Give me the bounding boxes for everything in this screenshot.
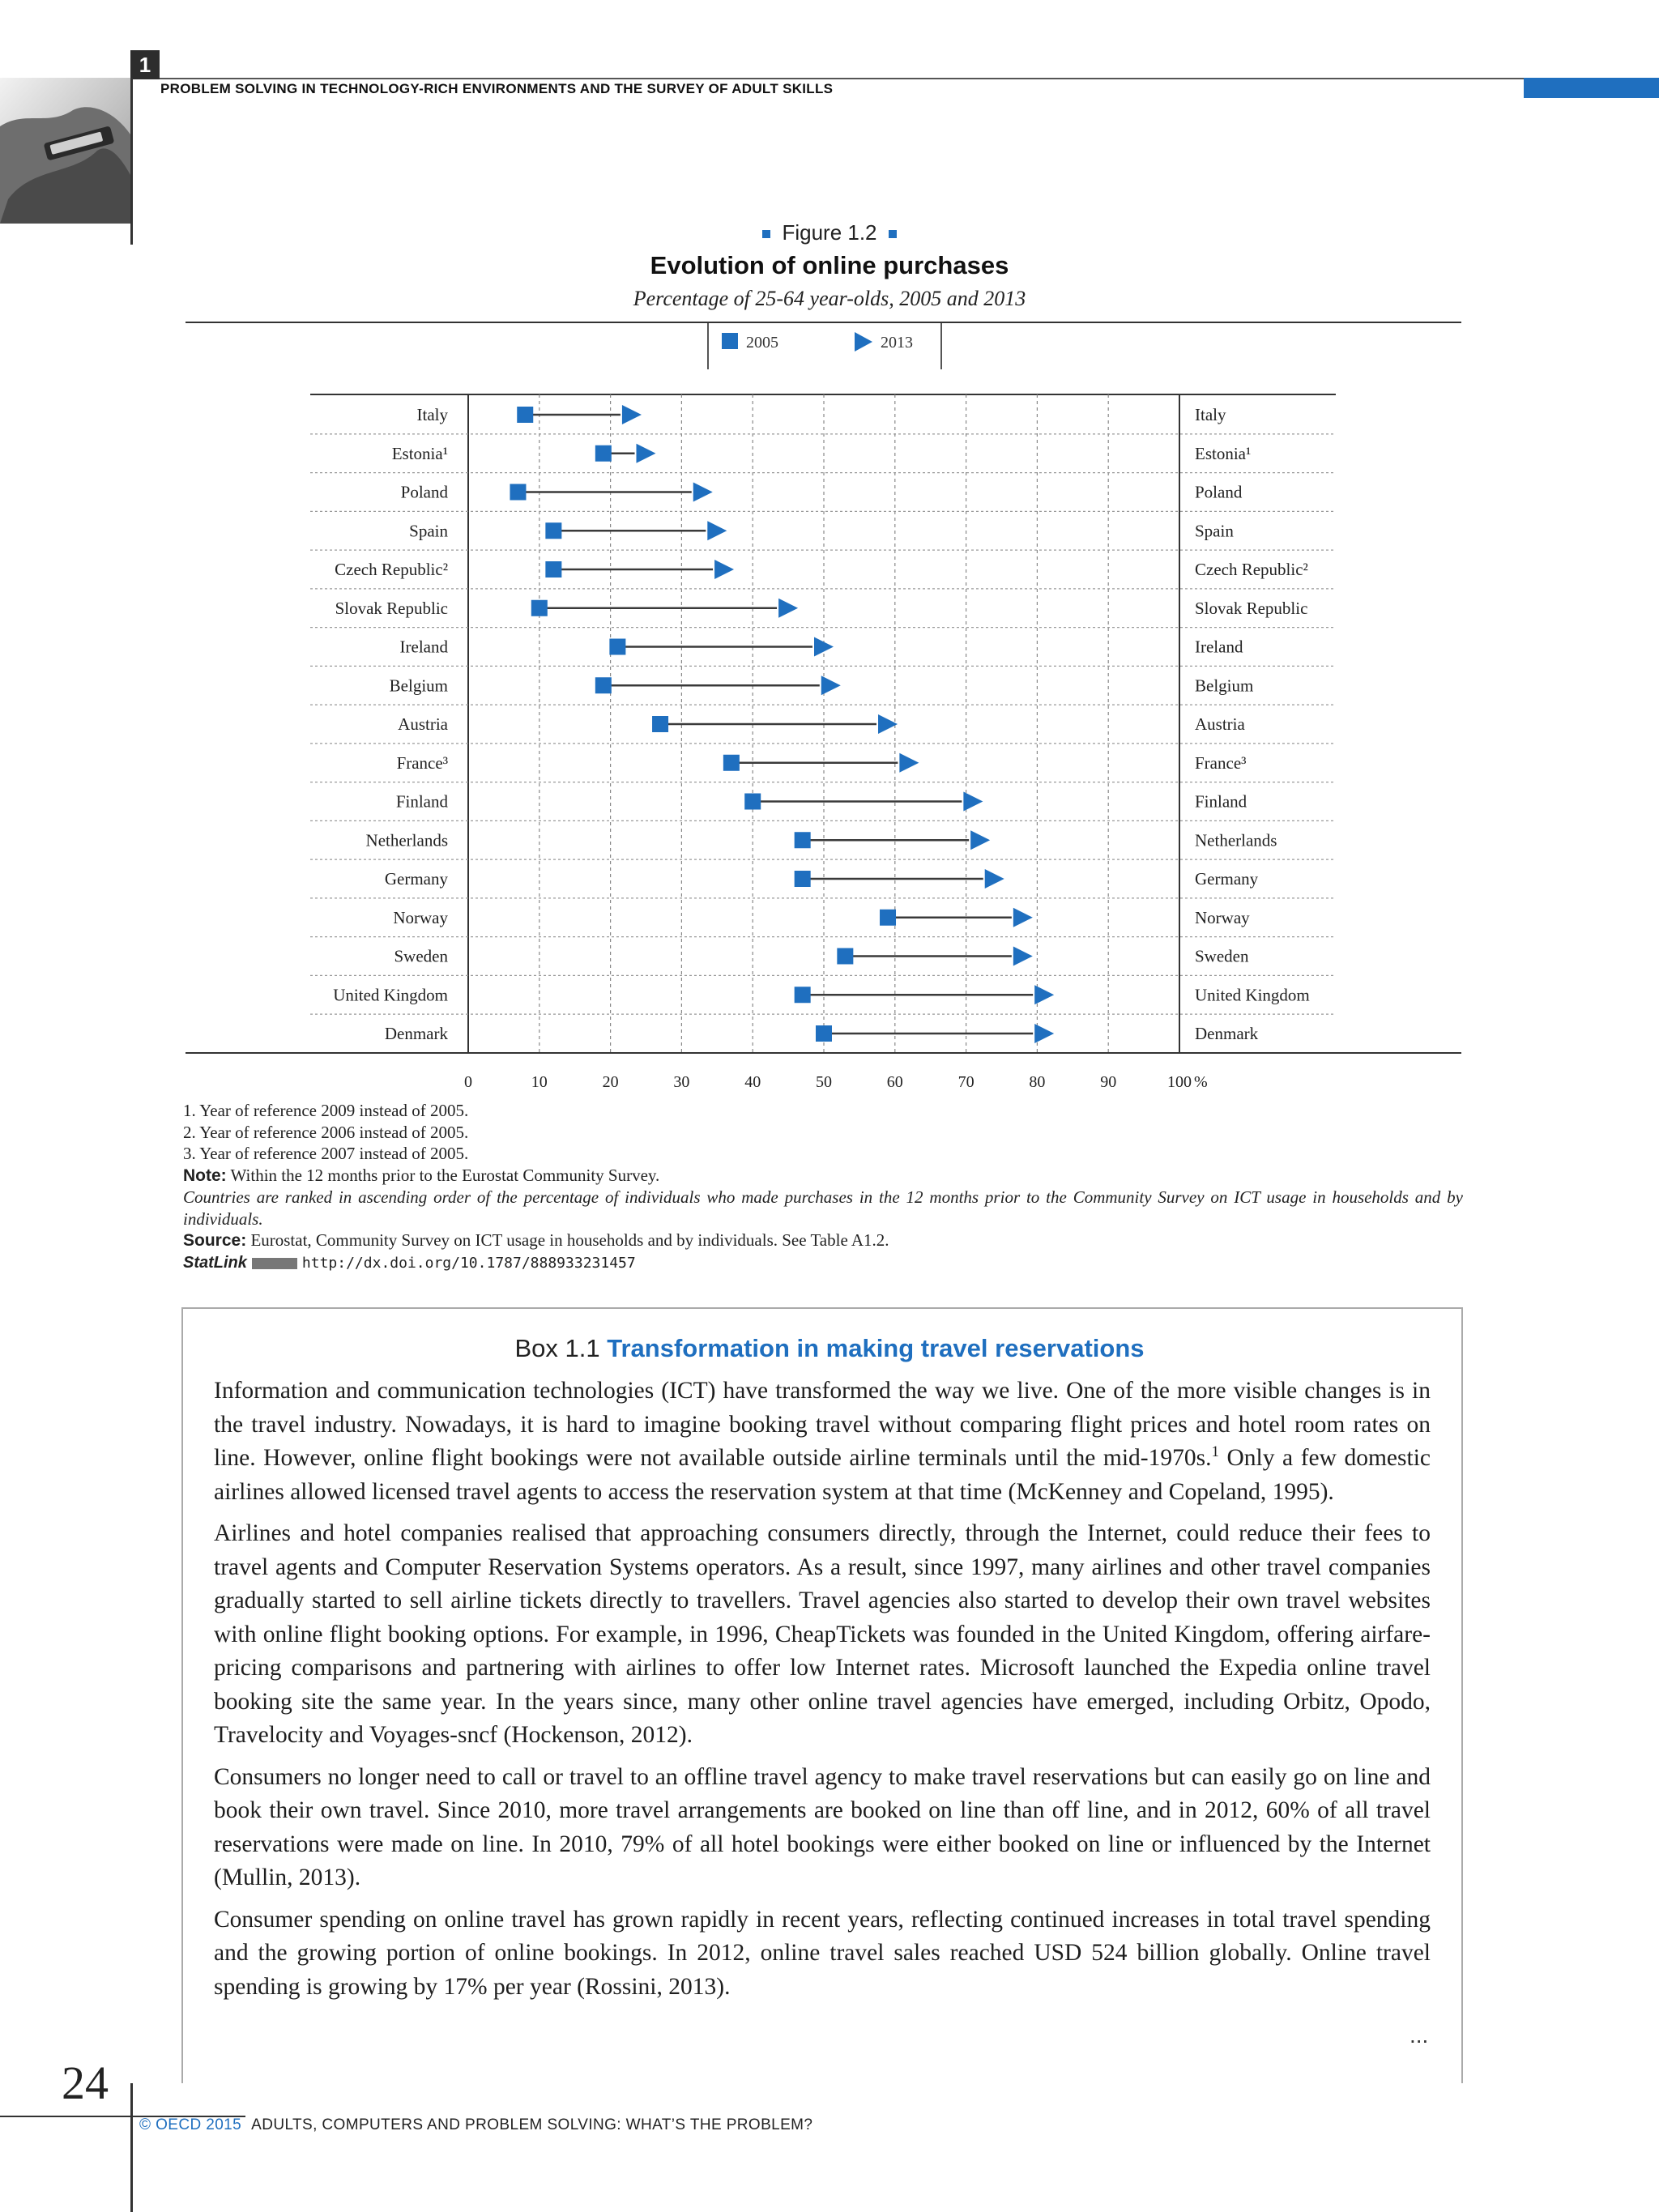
marker-2013 <box>1013 947 1033 966</box>
category-label-left: Netherlands <box>365 830 448 850</box>
marker-2013 <box>622 405 642 424</box>
statlink-url[interactable]: http://dx.doi.org/10.1787/888933231457 <box>301 1254 636 1272</box>
chapter-number: 1 <box>130 50 160 79</box>
marker-2005 <box>545 561 561 578</box>
category-label-left: Austria <box>398 714 448 734</box>
footnote-1: 1. Year of reference 2009 instead of 2005. <box>183 1101 469 1120</box>
marker-2005 <box>595 445 612 462</box>
marker-2013 <box>985 869 1004 889</box>
category-label-right: Italy <box>1195 405 1226 424</box>
box-paragraph-3: Consumers no longer need to call or travel to an offline travel agency to make travel reservations but can easily go on line and book their own travel. Since 2010, more travel arrangements are booked on line than off line, and in 2012, 60% of all travel reservations were made on line. In 2010, 79% of all hotel bookings were either booked on line or influenced by the Internet (Mullin, 2013). <box>214 1763 1431 1890</box>
marker-2013 <box>778 599 798 618</box>
header-photo-hand-phone <box>0 78 130 224</box>
category-label-left: Denmark <box>384 1024 448 1043</box>
marker-2013 <box>693 483 713 502</box>
legend-label-2013: 2013 <box>881 334 913 352</box>
category-label-left: Ireland <box>399 637 448 657</box>
x-tick-label: 60 <box>886 1073 903 1091</box>
x-tick-label: 10 <box>531 1073 548 1091</box>
marker-2013 <box>1034 1024 1054 1043</box>
category-label-right: Estonia¹ <box>1195 443 1252 463</box>
marker-2013 <box>1034 985 1054 1004</box>
marker-2013 <box>637 444 656 463</box>
marker-2013 <box>1013 908 1033 927</box>
category-label-left: Slovak Republic <box>335 598 448 618</box>
x-tick-label: 100 <box>1167 1073 1192 1091</box>
box-paragraph-4: Consumer spending on online travel has grown rapidly in recent years, reflecting continued increases in total travel spending and the growing portion of online bookings. In 2012, online travel sales reached USD 524 billion globally. Online travel spending is growing by 17% per year (Rossini, 2013). <box>214 1906 1431 2000</box>
figure-number: Figure 1.2 <box>0 220 1659 245</box>
marker-2013 <box>970 830 990 850</box>
x-tick-label: 20 <box>602 1073 619 1091</box>
source-note: Source: Eurostat, Community Survey on ICT usage in households and by individuals. See Table A1.2. <box>183 1230 889 1250</box>
category-label-left: Poland <box>400 482 448 502</box>
marker-2013 <box>714 560 734 579</box>
online-purchases-chart <box>0 381 1659 1093</box>
category-label-left: Czech Republic² <box>335 560 448 579</box>
square-bullet-icon <box>762 230 770 238</box>
marker-2005 <box>510 484 526 501</box>
category-label-right: Netherlands <box>1195 830 1277 850</box>
category-label-left: Spain <box>409 521 448 541</box>
statlink-icon <box>252 1258 297 1269</box>
marker-2005 <box>723 755 740 771</box>
running-title: PROBLEM SOLVING IN TECHNOLOGY-RICH ENVIRONMENTS AND THE SURVEY OF ADULT SKILLS <box>160 81 834 96</box>
marker-2005 <box>816 1025 832 1042</box>
square-bullet-icon <box>889 230 897 238</box>
category-label-right: Slovak Republic <box>1195 598 1308 618</box>
marker-2013 <box>963 792 983 812</box>
category-label-right: Denmark <box>1195 1024 1259 1043</box>
marker-2005 <box>652 716 668 732</box>
legend-label-2005: 2005 <box>746 334 778 352</box>
box-paragraph-2: Airlines and hotel companies realised that approaching consumers directly, through the Internet, could reduce their fees to travel agents and Computer Reservation Systems operators. As a result, since 1997, many airlines and other travel companies gradually started to sell airline tickets directly to travellers. Travel agencies also started to develop their own travel websites with online flight booking options. For example, in 1996, CheapTickets was founded in the United Kingdom, offering airfare-pricing comparisons and partnering with airlines to offer low Internet rates. Microsoft launched the Expedia online travel booking site the same year. In the years since, many other online travel agencies have emerged, including Orbitz, Opodo, Travelocity and Voyages-sncf (Hockenson, 2012). <box>214 1520 1431 1748</box>
category-label-right: Spain <box>1195 521 1234 541</box>
category-label-right: United Kingdom <box>1195 985 1310 1005</box>
figure-title: Evolution of online purchases <box>650 251 1009 279</box>
marker-2005 <box>837 948 853 965</box>
footnote-2: 2. Year of reference 2006 instead of 2005. <box>183 1122 469 1142</box>
x-tick-label: 50 <box>816 1073 832 1091</box>
legend-square-marker-icon <box>722 333 738 349</box>
header-accent-bar <box>1524 78 1659 98</box>
box-title: Box 1.1 Transformation in making travel reservations <box>514 1334 1145 1362</box>
box-body <box>214 1375 1431 2012</box>
x-tick-label: 0 <box>464 1073 472 1091</box>
marker-2013 <box>878 714 898 734</box>
category-label-right: Czech Republic² <box>1195 560 1308 579</box>
marker-2013 <box>814 637 834 657</box>
marker-2005 <box>545 522 561 539</box>
ranking-note: Countries are ranked in ascending order of the percentage of individuals who made purchases in the 12 months prior to the Community Survey on ICT usage in households and by individuals. <box>183 1187 1463 1229</box>
footer-vertical-rule <box>130 2083 133 2212</box>
category-label-left: Finland <box>395 791 448 812</box>
category-label-left: Estonia¹ <box>391 443 448 463</box>
marker-2013 <box>899 753 919 773</box>
statlink: StatLink http://dx.doi.org/10.1787/888933231457 <box>183 1253 636 1272</box>
footnote-3: 3. Year of reference 2007 instead of 2005. <box>183 1144 469 1163</box>
category-label-left: United Kingdom <box>333 985 448 1005</box>
category-label-right: France³ <box>1195 752 1247 773</box>
category-label-right: Belgium <box>1195 676 1254 696</box>
footer-text: © OECD 2015 ADULTS, COMPUTERS AND PROBLEM SOLVING: WHAT’S THE PROBLEM? <box>139 2116 813 2133</box>
marker-2013 <box>707 521 727 540</box>
category-label-right: Germany <box>1195 869 1259 889</box>
figure-subtitle: Percentage of 25-64 year-olds, 2005 and 2013 <box>633 287 1026 310</box>
marker-2005 <box>595 677 612 693</box>
category-label-right: Finland <box>1195 791 1247 812</box>
marker-2005 <box>609 639 625 655</box>
page-number: 24 <box>62 2056 109 2109</box>
category-label-right: Austria <box>1195 714 1245 734</box>
figure-notes <box>183 1100 1463 1274</box>
chart-legend <box>707 323 942 369</box>
x-tick-label: 80 <box>1029 1073 1046 1091</box>
category-label-right: Norway <box>1195 907 1250 927</box>
x-tick-label: 70 <box>957 1073 975 1091</box>
marker-2005 <box>517 407 533 423</box>
marker-2005 <box>880 910 896 926</box>
x-tick-label: 90 <box>1100 1073 1117 1091</box>
marker-2005 <box>795 987 811 1003</box>
marker-2005 <box>744 794 761 810</box>
x-tick-label: 30 <box>673 1073 690 1091</box>
marker-2005 <box>795 832 811 848</box>
note: Note: Within the 12 months prior to the Eurostat Community Survey. <box>183 1165 660 1185</box>
category-label-right: Ireland <box>1195 637 1243 657</box>
header-rule <box>130 78 1524 79</box>
box-paragraph-1: Information and communication technologies (ICT) have transformed the way we live. One of the more visible changes is in the travel industry. Nowadays, it is hard to imagine booking travel without comparing flight prices and hotel room rates on line. However, online flight bookings were not available outside airline terminals until the mid-1970s.$^1$ Only a few domestic airlines allowed licensed travel agents to access the reservation system at that time (McKenney and Copeland, 1995). <box>214 1378 1431 1505</box>
x-unit-label: % <box>1194 1073 1208 1091</box>
legend-triangle-marker-icon <box>855 332 872 352</box>
box-continuation: ... <box>1410 2022 1429 2048</box>
category-label-left: Belgium <box>389 676 448 696</box>
category-label-left: France³ <box>396 752 448 773</box>
category-label-left: Germany <box>384 869 448 889</box>
category-label-left: Sweden <box>394 946 448 966</box>
marker-2005 <box>531 600 548 616</box>
category-label-right: Sweden <box>1195 946 1249 966</box>
marker-2013 <box>821 676 841 695</box>
x-tick-label: 40 <box>744 1073 761 1091</box>
marker-2005 <box>795 871 811 887</box>
category-label-right: Poland <box>1195 482 1243 502</box>
category-label-left: Italy <box>416 405 448 424</box>
category-label-left: Norway <box>393 907 448 927</box>
